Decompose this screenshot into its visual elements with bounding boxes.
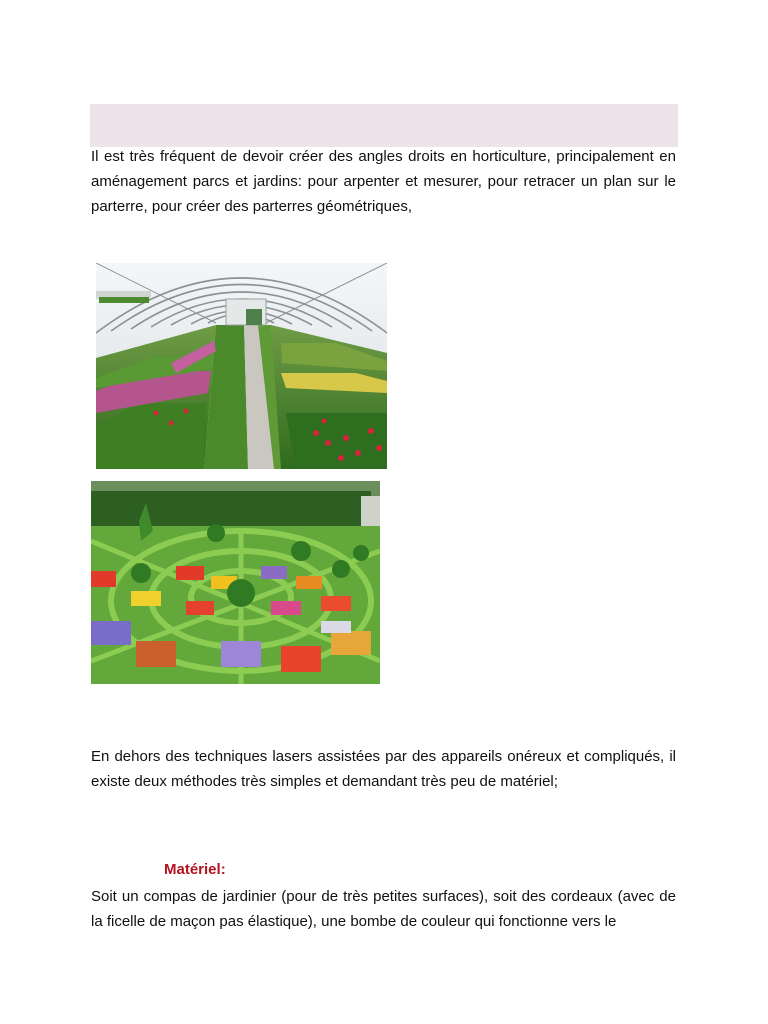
materials-paragraph: Soit un compas de jardinier (pour de très petites surfaces), soit des cordeaux (avec de la ficelle de maçon pas élastique), une bombe de couleur qui fonctionne vers le (91, 888, 676, 930)
intro-paragraph: Il est très fréquent de devoir créer des angles droits en horticulture, principalement en aménagement parcs et jardins: pour arpenter et mesurer, pour retracer un plan sur le parterre, pour créer des parterres géométriques, (91, 148, 676, 215)
formal-garden-photo (91, 481, 380, 684)
header-band (90, 104, 678, 147)
materials-heading: Matériel: (164, 861, 226, 878)
methods-paragraph: En dehors des techniques lasers assistées par des appareils onéreux et compliqués, il existe deux méthodes très simples et demandant très peu de matériel; (91, 748, 676, 790)
greenhouse-photo (96, 263, 387, 469)
